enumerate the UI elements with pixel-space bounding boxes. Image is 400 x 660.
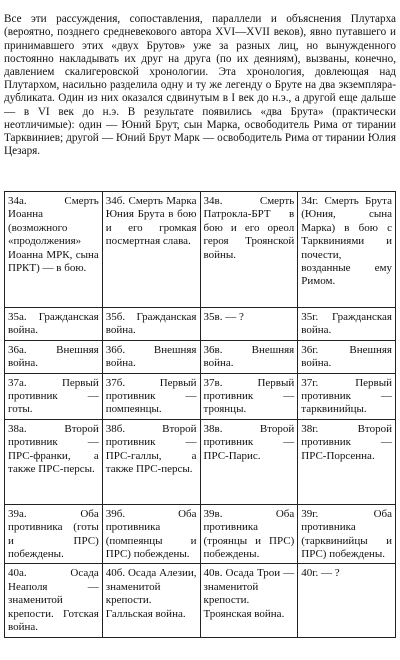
table-row bbox=[5, 373, 396, 419]
table-cell: 34а. Смерть Иоанна (возможного «продолжения» Иоанна МРК, сына ПРКТ) — в бою. bbox=[5, 192, 103, 308]
table-cell: 34б. Смерть Марка Юния Брута в бою и его громкая посмертная слава. bbox=[102, 192, 200, 308]
table-cell: 36а. Внешняя война. bbox=[5, 340, 103, 373]
table-row bbox=[5, 192, 396, 308]
intro-paragraph: Все эти рассуждения, сопоставления, параллели и объяснения Плутарха (вероятно, позднего средневекового автора XVI—XVII веков), явно путавшего и принимавшего этих «двух Брутов» уже за разных лиц, но вынужденного постоянно накладывать их друг на друга (по их деяниям), вызваны, конечно, давлением скалигеровской хронологии. Эта хронология, довлеющая над Плутархом, насильно разделила одну и ту же легенду о Бруте на два экземпляра-дубликата. Один из них оказался сдвинутым в I век до н.э., а другой еще дальше — в VI век до н.э. В результате появились «два Брута» (практически неотличимые): один — Юний Брут, сын Марка, освободитель Рима от тирании Тарквиниев; другой — Юний Брут Марк — освободитель Рима от тирании Юлия Цезаря. bbox=[4, 13, 396, 158]
table-cell: 39в. Оба противника (троянцы и ПРС) побеждены. bbox=[200, 504, 298, 564]
table-cell: 36в. Внешняя война. bbox=[200, 340, 298, 373]
table-cell: 36г. Внешняя война. bbox=[298, 340, 396, 373]
table-cell: 38а. Второй противник — ПРС-франки, а также ПРС-персы. bbox=[5, 419, 103, 504]
table-cell: 35г. Гражданская война. bbox=[298, 308, 396, 341]
table-cell: 39а. Оба противника (готы и ПРС) побеждены. bbox=[5, 504, 103, 564]
table-row bbox=[5, 564, 396, 637]
table-cell: 37а. Первый противник — готы. bbox=[5, 373, 103, 419]
table-cell: 34в. Смерть Патрокла-БРТ в бою и его ореол героя Троянской войны. bbox=[200, 192, 298, 308]
table-cell: 39г. Оба противника (тарквинийцы и ПРС) побеждены. bbox=[298, 504, 396, 564]
table-cell: 38б. Второй противник — ПРС-галлы, а также ПРС-персы. bbox=[102, 419, 200, 504]
table-cell: 35б. Гражданская война. bbox=[102, 308, 200, 341]
table-cell: 39б. Оба противника (помпеянцы и ПРС) побеждены. bbox=[102, 504, 200, 564]
table-cell: 40в. Осада Трои — знаменитой крепости. Троянская война. bbox=[200, 564, 298, 637]
table-cell: 34г. Смерть Брута (Юния, сына Марка) в бою с Тарквиниями и почести, возданные ему Римом. bbox=[298, 192, 396, 308]
table-row bbox=[5, 419, 396, 504]
table-cell: 37б. Первый противник — помпеянцы. bbox=[102, 373, 200, 419]
table-cell: 37г. Первый противник — тарквинийцы. bbox=[298, 373, 396, 419]
table-cell: 40б. Осада Алезии, знаменитой крепости. Галльская война. bbox=[102, 564, 200, 637]
table-cell: 35а. Гражданская война. bbox=[5, 308, 103, 341]
table-cell: 40а. Осада Неаполя — знаменитой крепости. Готская война. bbox=[5, 564, 103, 637]
table-cell: 35в. — ? bbox=[200, 308, 298, 341]
table-cell: 37в. Первый противник — троянцы. bbox=[200, 373, 298, 419]
table-row bbox=[5, 308, 396, 341]
table-cell: 36б. Внешняя война. bbox=[102, 340, 200, 373]
table-row bbox=[5, 504, 396, 564]
parallels-table bbox=[4, 191, 396, 638]
table-cell: 40г. — ? bbox=[298, 564, 396, 637]
table-cell: 38в. Второй противник — ПРС-Парис. bbox=[200, 419, 298, 504]
table-cell: 38г. Второй противник — ПРС-Порсенна. bbox=[298, 419, 396, 504]
table-row bbox=[5, 340, 396, 373]
